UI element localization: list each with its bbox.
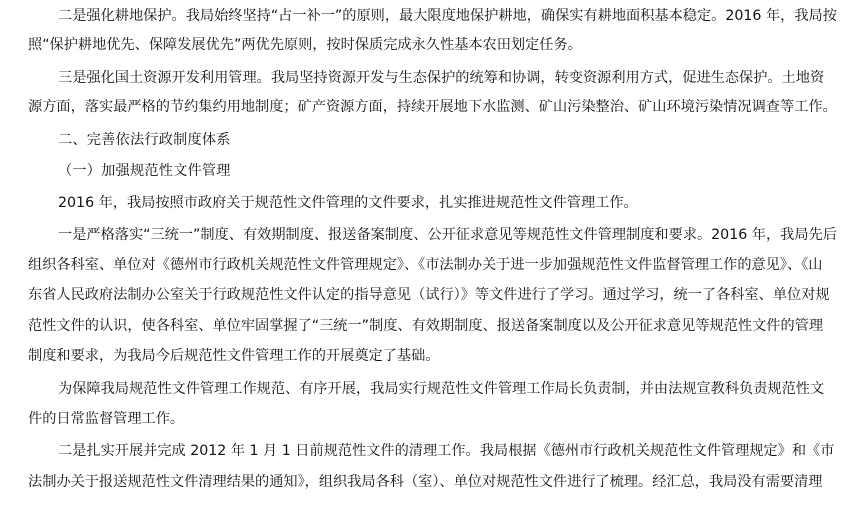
- section-heading: 二、完善依法行政制度体系: [58, 132, 231, 148]
- paragraph-line: 三是强化国土资源开发利用管理。我局坚持资源开发与生态保护的统筹和协调，转变资源利用方式，促进生态保护。土地资: [58, 70, 825, 86]
- paragraph-line: 二是强化耕地保护。我局始终坚持“占一补一”的原则，最大限度地保护耕地，确保实有耕地面积基本稳定。2016 年，我局按: [58, 8, 837, 24]
- paragraph-line: 范性文件的认识，使各科室、单位牢固掌握了“三统一”制度、有效期制度、报送备案制度以及公开征求意见等规范性文件的管理: [28, 318, 824, 334]
- paragraph-line: 照“保护耕地优先、保障发展优先”两优先原则，按时保质完成永久性基本农田划定任务。: [28, 37, 582, 53]
- paragraph-line: 东省人民政府法制办公室关于行政规范性文件认定的指导意见（试行）》等文件进行了学习。通过学习，统一了各科室、单位对规: [28, 287, 830, 303]
- paragraph-line: 为保障我局规范性文件管理工作规范、有序开展，我局实行规范性文件管理工作局长负责制，并由法规宣教科负责规范性文: [58, 381, 825, 397]
- paragraph-line: 件的日常监督管理工作。: [28, 411, 185, 427]
- paragraph-line: 制度和要求，为我局今后规范性文件管理工作的开展奠定了基础。: [28, 348, 440, 364]
- paragraph-line: 二是扎实开展并完成 2012 年 1 月 1 日前规范性文件的清理工作。我局根据《德州市行政机关规范性文件管理规定》和《市: [58, 443, 835, 459]
- paragraph-line: 源方面，落实最严格的节约集约用地制度；矿产资源方面，持续开展地下水监测、矿山污染整治、矿山环境污染情况调查等工作。: [28, 99, 837, 115]
- paragraph-line: 一是严格落实“三统一”制度、有效期制度、报送备案制度、公开征求意见等规范性文件管理制度和要求。2016 年，我局先后: [58, 227, 837, 243]
- paragraph-line: 2016 年，我局按照市政府关于规范性文件管理的文件要求，扎实推进规范性文件管理工作。: [58, 195, 638, 211]
- subsection-heading: （一）加强规范性文件管理: [58, 163, 231, 179]
- paragraph-line: 组织各科室、单位对《德州市行政机关规范性文件管理规定》、《市法制办关于进一步加强规范性文件监督管理工作的意见》、《山: [28, 257, 823, 273]
- paragraph-line: 法制办关于报送规范性文件清理结果的通知》，组织我局各科（室）、单位对规范性文件进行了梳理。经汇总，我局没有需要清理: [28, 474, 823, 490]
